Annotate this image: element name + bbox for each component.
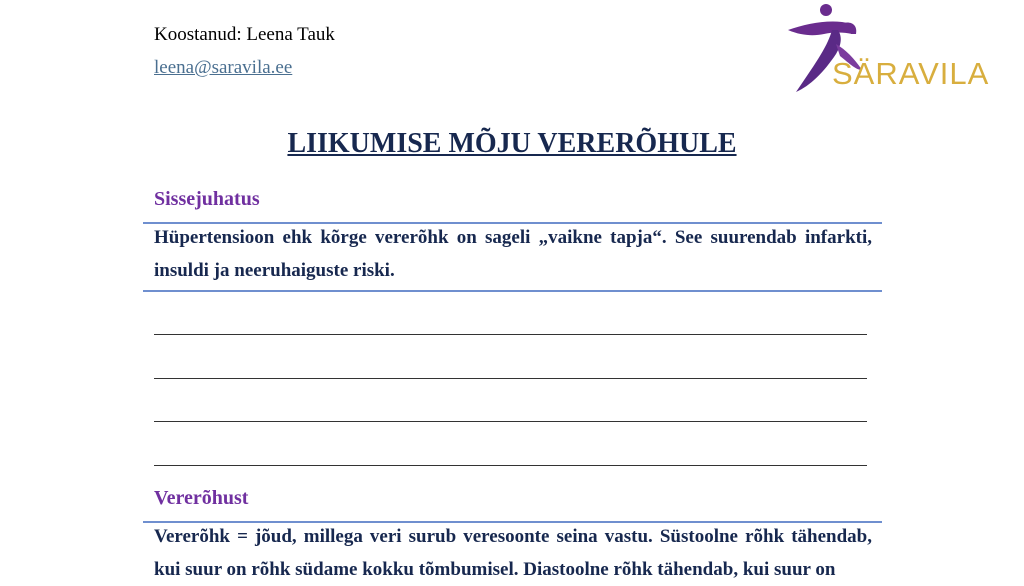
bp-paragraph: Vererõhk = jõud, millega veri surub veresoonte seina vastu. Süstoolne rõhk tähendab, kui suur on rõhk südame kokku tõmbumisel. Diastoolne rõhk tähendab, kui suur on — [154, 526, 872, 580]
author-line: Koostanud: Leena Tauk — [154, 24, 335, 45]
answer-line[interactable] — [154, 421, 867, 422]
answer-line[interactable] — [154, 378, 867, 379]
section-heading-intro: Sissejuhatus — [154, 188, 260, 210]
document-title: LIIKUMISE MÕJU VERERÕHULE — [287, 128, 737, 159]
logo-text: SÄRAVILA — [832, 56, 990, 91]
section-heading-bp: Vererõhust — [154, 487, 249, 509]
intro-paragraph: Hüpertensioon ehk kõrge vererõhk on sageli „vaikne tapja“. See suurendab infarkti, insuldi ja neeruhaiguste riski. — [154, 227, 872, 281]
intro-bottom-rule — [143, 290, 882, 292]
answer-line[interactable] — [154, 334, 867, 335]
email-link[interactable]: leena@saravila.ee — [154, 57, 293, 78]
answer-line[interactable] — [154, 465, 867, 466]
